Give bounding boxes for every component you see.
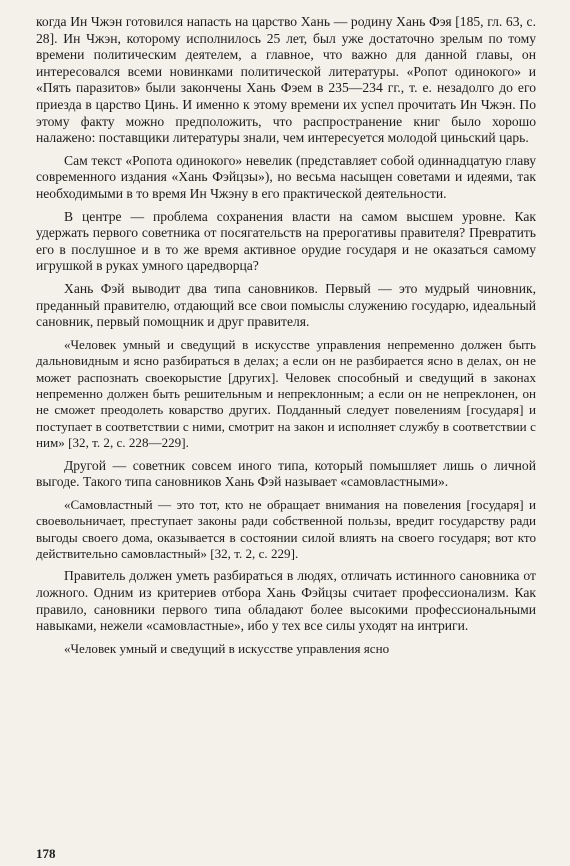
paragraph: В центре — проблема сохранения власти на самом высшем уровне. Как удержать первого советника от посягательств на прерогативы правителя? Превратить его в послушное и в то же время активное орудие государя и не оказаться самому игрушкой в руках умного царедворца? [36, 208, 536, 274]
page-number: 178 [36, 846, 56, 861]
paragraph: когда Ин Чжэн готовился напасть на царство Хань — родину Хань Фэя [185, гл. 63, с. 28]. Ин Чжэн, которому исполнилось 25 лет, был уже достаточно зрелым по тому времени политическим деятелем, а главное, что важно для данной главы, он интересовался всеми новинками политической литературы. «Ропот одинокого» и «Пять паразитов» были закончены Хань Фэем в 235—234 гг., т. е. незадолго до его приезда в царство Цинь. И именно к этому времени их успел прочитать Ин Чжэн. По этому факту можно предположить, что распространение книг было хорошо налажено: поставщики литературы знали, чем интересуется молодой циньский царь. [36, 14, 536, 146]
paragraph: Другой — советник совсем иного типа, который помышляет лишь о личной выгоде. Такого типа сановников Хань Фэй называет «самовластными». [36, 457, 536, 490]
quotation-paragraph: «Самовластный — это тот, кто не обращает внимания на повеления [государя] и своевольничает, преступает законы ради собственной пользы, вредит государству ради выгоды своего дома, оказывается в состоянии силой влиять на своего государя; вот кто действительно самовластный» [32, т. 2, с. 229]. [36, 496, 536, 561]
paragraph: Правитель должен уметь разбираться в людях, отличать истинного сановника от ложного. Одним из критериев отбора Хань Фэйцзы считает профессионализм. Как правило, сановники первого типа обладают более высокими профессиональными навыками, нежели «самовластные», ибо у тех все силы уходят на интриги. [36, 568, 536, 634]
quotation-paragraph: «Человек умный и сведущий в искусстве управления непременно должен быть дальновидным и ясно разбираться в делах; а если он не разбирается ясно в делах, он не может распознать своекорыстие [других]. Человек способный и сведущий в законах непременно должен быть решительным и непреклонным; а если он не непреклонен, он не сможет преодолеть коварство других. Подданный следует повелениям [государя] и поступает в соответствии с ними, смотрит на закон и исполняет службу в соответствии с ним» [32, т. 2, с. 228—229]. [36, 336, 536, 451]
paragraph: Хань Фэй выводит два типа сановников. Первый — это мудрый чиновник, преданный правителю, отдающий все свои помыслы служению государю, идеальный сановник, первый помощник и друг правителя. [36, 280, 536, 330]
paragraph: Сам текст «Ропота одинокого» невелик (представляет собой одиннадцатую главу современного издания «Хань Фэйцзы»), но весьма насыщен советами и идеями, так необходимыми в то время Ин Чжэну в его практической деятельности. [36, 152, 536, 201]
body-text [36, 14, 536, 663]
quotation-paragraph: «Человек умный и сведущий в искусстве управления ясно [64, 640, 390, 656]
